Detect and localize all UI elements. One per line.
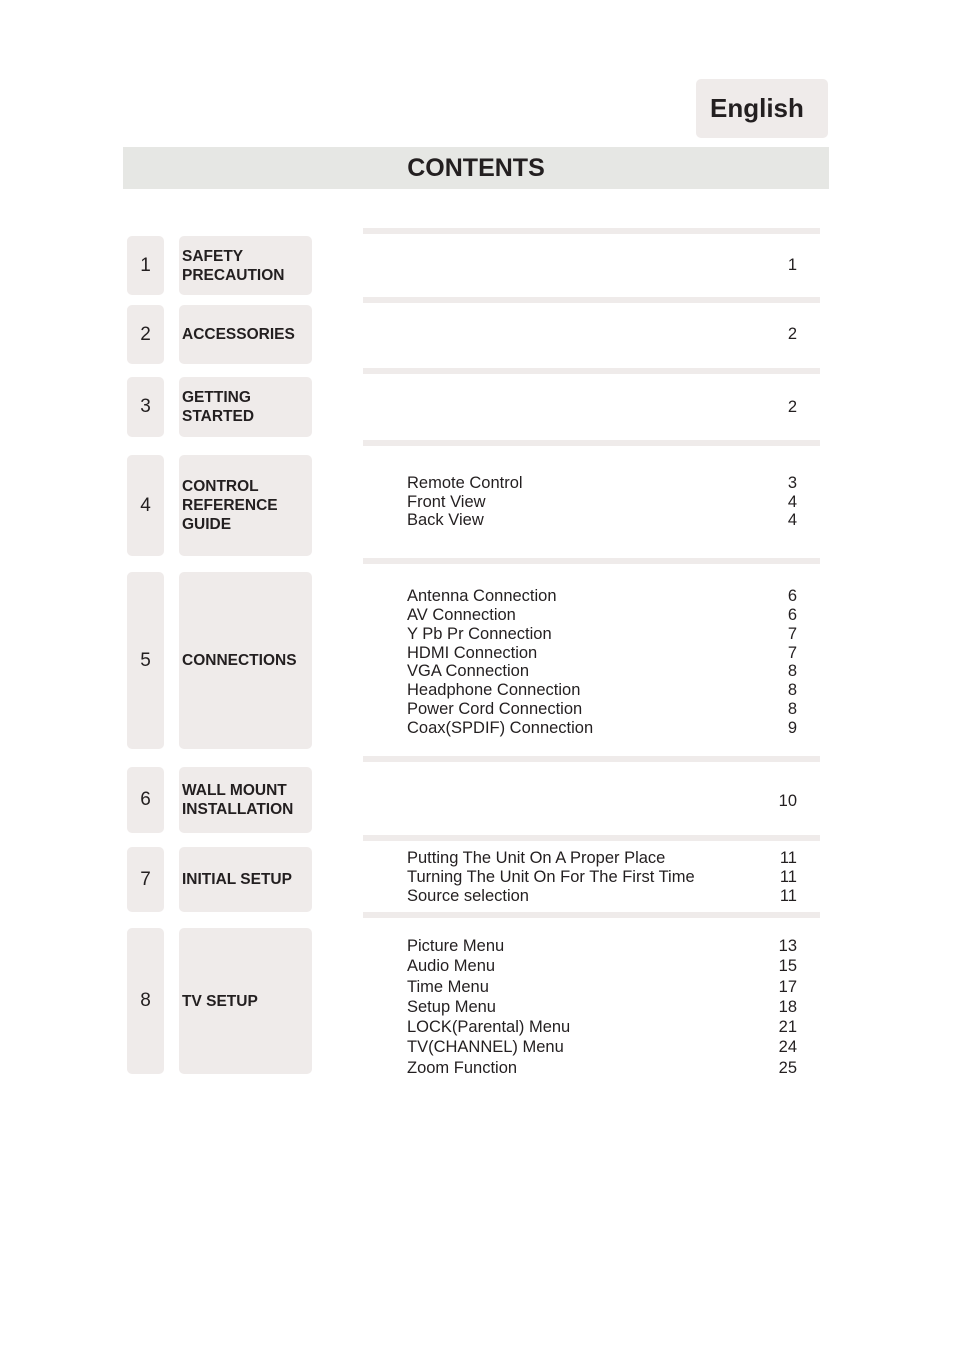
contents-title: CONTENTS [123,147,829,189]
page-number: 4 [787,511,797,529]
toc-row[interactable] [407,792,797,811]
section-number: 4 [127,455,164,556]
toc-entry[interactable] [407,868,797,887]
toc-entry[interactable] [407,957,797,976]
toc-entry[interactable] [407,587,797,606]
toc-entry[interactable] [407,937,797,956]
page-number: 11 [779,887,797,905]
section-divider [363,297,820,303]
section-title-accessories[interactable]: ACCESSORIES [179,305,312,364]
entry-title: Headphone Connection [407,681,581,699]
toc-entry[interactable] [407,493,797,512]
section-divider [363,368,820,374]
entry-title: Audio Menu [407,957,496,975]
page-number: 1 [787,256,797,274]
section-divider [363,228,820,234]
entry-title: Turning The Unit On For The First Time [407,868,695,886]
section-title-wall-mount-installation[interactable]: WALL MOUNT INSTALLATION [179,767,312,833]
toc-entry[interactable] [407,700,797,719]
toc-entry[interactable] [407,644,797,663]
toc-entry[interactable] [407,1038,797,1057]
page-number: 11 [779,868,797,886]
entry-title: Remote Control [407,474,523,492]
section-number: 8 [127,928,164,1074]
entry-title: Zoom Function [407,1059,518,1077]
page-number: 3 [787,474,797,492]
entry-title: Time Menu [407,978,489,996]
entry-title: Coax(SPDIF) Connection [407,719,594,737]
language-tab: English [696,79,828,138]
section-number: 5 [127,572,164,749]
page-number: 11 [779,849,797,867]
page-number: 7 [787,625,797,643]
toc-entry[interactable] [407,849,797,868]
page-number: 13 [778,937,797,955]
toc-entry[interactable] [407,887,797,906]
entry-title: Y Pb Pr Connection [407,625,552,643]
section-number: 2 [127,305,164,364]
entry-title: TV(CHANNEL) Menu [407,1038,564,1056]
entry-title: HDMI Connection [407,644,538,662]
section-number: 1 [127,236,164,295]
entry-title: Setup Menu [407,998,496,1016]
toc-row[interactable] [407,325,797,344]
entry-title: AV Connection [407,606,516,624]
toc-entry[interactable] [407,1018,797,1037]
entry-title: Back View [407,511,484,529]
page-number: 15 [778,957,797,975]
page-number: 18 [778,998,797,1016]
section-divider [363,558,820,564]
toc-entry[interactable] [407,662,797,681]
page-number: 21 [778,1018,797,1036]
entry-title: LOCK(Parental) Menu [407,1018,571,1036]
entry-title: Power Cord Connection [407,700,583,718]
section-divider [363,912,820,918]
page-number: 4 [787,493,797,511]
page-number: 8 [787,681,797,699]
entry-title: Front View [407,493,486,511]
toc-entry[interactable] [407,978,797,997]
page-number: 7 [787,644,797,662]
section-title-getting-started[interactable]: GETTING STARTED [179,377,312,437]
page-number: 6 [787,606,797,624]
section-title-initial-setup[interactable]: INITIAL SETUP [179,847,312,912]
entry-title: Antenna Connection [407,587,557,605]
toc-row[interactable] [407,398,797,417]
toc-entry[interactable] [407,719,797,738]
entry-title: Putting The Unit On A Proper Place [407,849,666,867]
section-number: 6 [127,767,164,833]
section-title-connections[interactable]: CONNECTIONS [179,572,312,749]
page-number: 17 [778,978,797,996]
section-number: 3 [127,377,164,437]
section-divider [363,835,820,841]
toc-entry[interactable] [407,474,797,493]
section-title-safety-precaution[interactable]: SAFETY PRECAUTION [179,236,312,295]
toc-row[interactable] [407,256,797,275]
toc-entry[interactable] [407,511,797,530]
entry-title: Picture Menu [407,937,505,955]
page-number: 24 [778,1038,797,1056]
page-number: 2 [787,325,797,343]
entry-title: VGA Connection [407,662,529,680]
section-title-control-reference-guide[interactable]: CONTROL REFERENCE GUIDE [179,455,312,556]
section-divider [363,756,820,762]
page-number: 10 [778,792,797,810]
page-number: 9 [787,719,797,737]
section-title-tv-setup[interactable]: TV SETUP [179,928,312,1074]
toc-entry[interactable] [407,1059,797,1078]
toc-entry[interactable] [407,625,797,644]
toc-entry[interactable] [407,681,797,700]
page-number: 25 [778,1059,797,1077]
page-number: 8 [787,662,797,680]
toc-entry[interactable] [407,998,797,1017]
entry-title: Source selection [407,887,529,905]
page-number: 2 [787,398,797,416]
section-divider [363,440,820,446]
section-number: 7 [127,847,164,912]
page-number: 8 [787,700,797,718]
toc-entry[interactable] [407,606,797,625]
page-number: 6 [787,587,797,605]
